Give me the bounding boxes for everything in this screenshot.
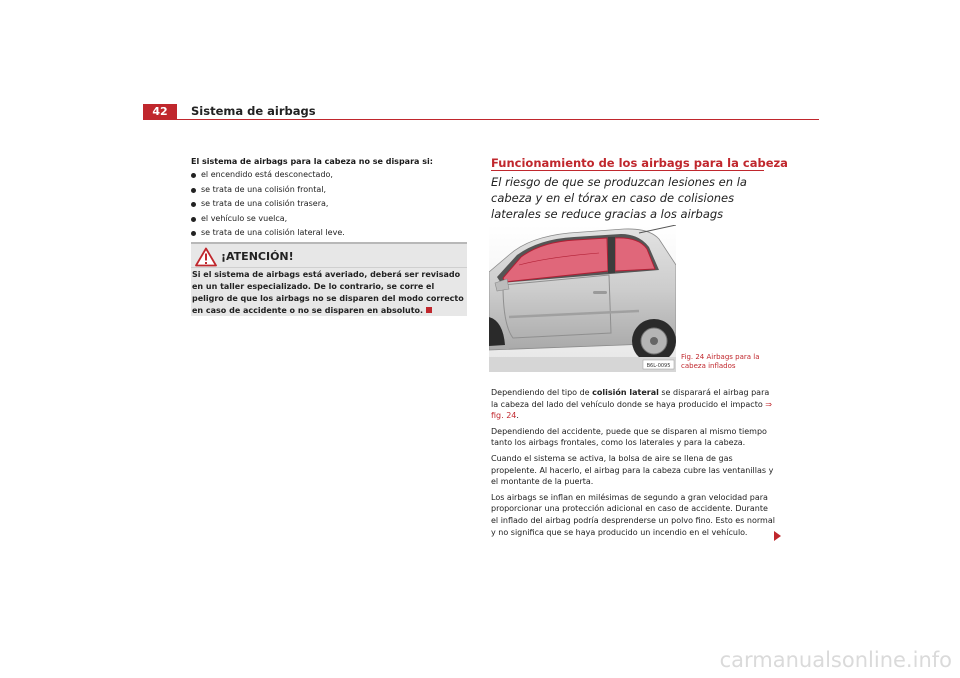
bullet-icon [191, 202, 196, 207]
body-paragraph: Dependiendo del accidente, puede que se disparen al mismo tiempo tanto los airbags frontales, como los laterales y para la cabeza. [491, 426, 767, 448]
warning-triangle-icon [195, 247, 217, 267]
section-title: Funcionamiento de los airbags para la cabeza [491, 156, 788, 170]
bullet-list [191, 168, 345, 241]
list-item: se trata de una colisión trasera, [191, 197, 345, 212]
list-item: se trata de una colisión lateral leve. [191, 226, 345, 241]
list-item: se trata de una colisión frontal, [191, 183, 345, 198]
body-paragraph: Cuando el sistema se activa, la bolsa de aire se llena de gas propelente. Al hacerlo, el airbag para la cabeza cubre las ventanillas y el montante de la puerta. [491, 453, 774, 487]
intro-text: El sistema de airbags para la cabeza no se dispara si: [191, 157, 433, 166]
body-paragraph: Dependiendo del tipo de colisión lateral se disparará el airbag para la cabeza del lado del vehículo donde se haya producido el impacto ⇒ fig. 24. [491, 388, 772, 421]
list-item: el vehículo se vuelca, [191, 212, 345, 227]
page-header-title: Sistema de airbags [191, 104, 316, 118]
bullet-icon [191, 231, 196, 236]
warning-title: ¡ATENCIÓN! [221, 250, 294, 263]
bullet-icon [191, 217, 196, 222]
body-paragraph: Los airbags se inflan en milésimas de segundo a gran velocidad para proporcionar una protección adicional en caso de accidente. Durante el inflado del airbag podría desprenderse un polvo fino. Esto es normal y no significa que se haya producido un incendio en el vehículo. [491, 492, 775, 537]
section-divider [491, 170, 764, 171]
bullet-icon [191, 188, 196, 193]
warning-box [191, 242, 467, 316]
warning-text: Si el sistema de airbags está averiado, deberá ser revisado en un taller especializado. De lo contrario, se corre el peligro de que los airbags no se disparen del modo correcto en caso de accidente o no se disparen en absoluto. [192, 270, 464, 315]
warning-divider [191, 267, 467, 268]
list-item: el encendido está desconectado, [191, 168, 345, 183]
bullet-icon [191, 173, 196, 178]
end-of-section-icon [426, 307, 432, 313]
figure-code: B6L-0095 [646, 363, 671, 369]
figure-caption: Fig. 24 Airbags para la cabeza inflados [681, 353, 760, 370]
section-body [491, 387, 776, 542]
section-lead: El riesgo de que se produzcan lesiones en la cabeza y en el tórax en caso de colisiones laterales se reduce gracias a los airbags [491, 175, 747, 221]
header-divider [143, 119, 819, 120]
page-number: 42 [143, 104, 177, 119]
watermark: carmanualsonline.info [719, 648, 952, 672]
figure-reference-link[interactable]: ⇒ fig. 24 [491, 399, 772, 421]
car-airbag-figure [489, 225, 676, 372]
next-page-arrow-icon[interactable] [774, 531, 781, 541]
